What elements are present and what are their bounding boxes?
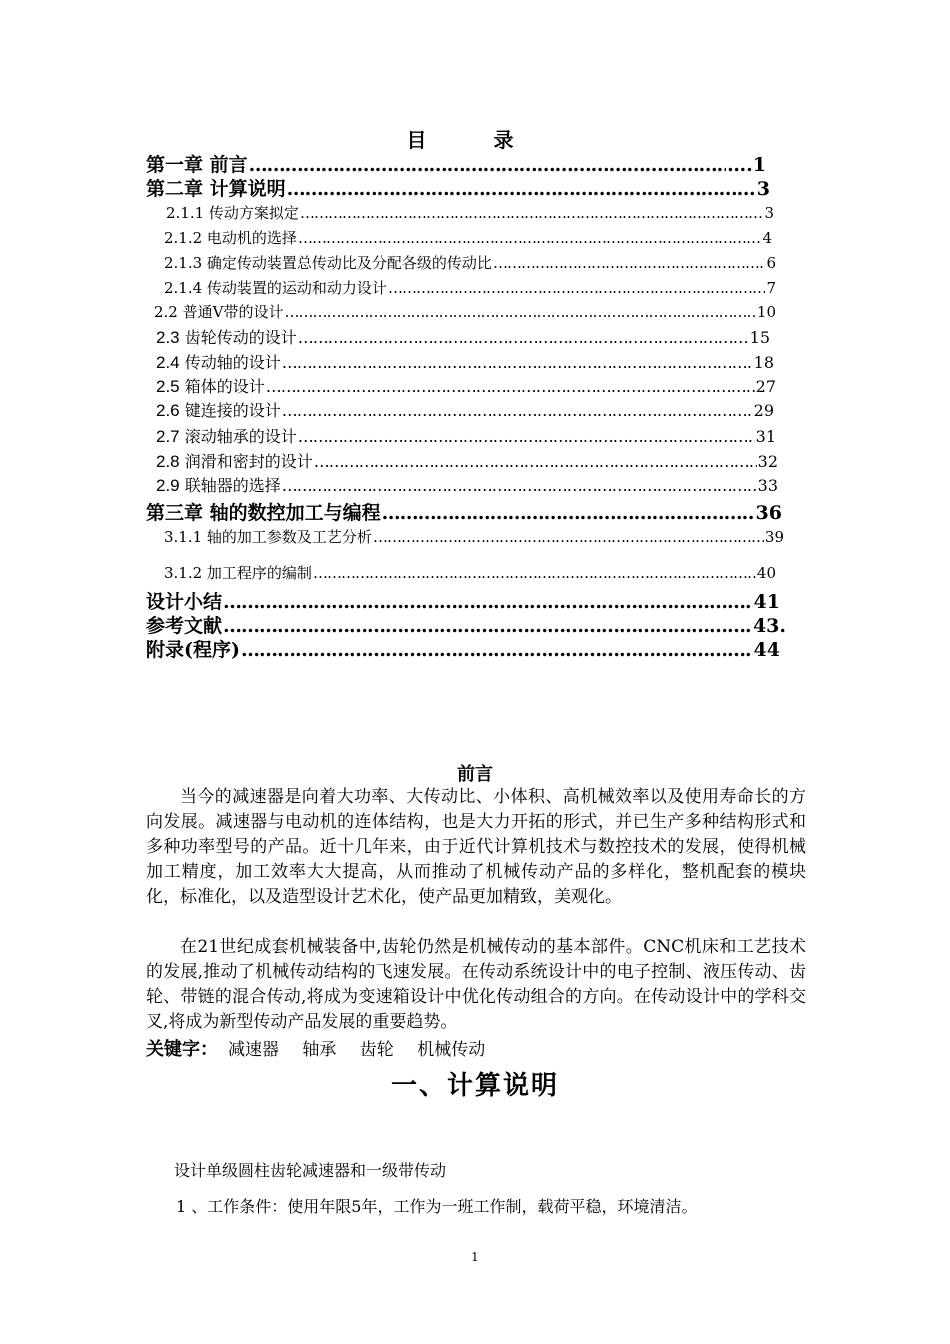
toc-leader-dots bbox=[298, 328, 749, 347]
toc-entry-label: 设计小结 bbox=[146, 591, 223, 613]
toc-entry[interactable] bbox=[156, 473, 778, 496]
toc-entry-label: 箱体的设计 bbox=[184, 377, 265, 396]
toc-leader-dots bbox=[382, 502, 755, 524]
toc-title: 目 录 bbox=[406, 128, 544, 152]
toc-entry-number: 2.3 bbox=[156, 328, 180, 347]
toc-entry[interactable] bbox=[146, 150, 766, 177]
toc-entry-page: 31 bbox=[755, 427, 776, 446]
toc-leader-dots bbox=[300, 204, 764, 222]
toc-entry-page: 3 bbox=[756, 178, 770, 200]
toc-entry-page: 18 bbox=[753, 353, 774, 372]
toc-entry-page: 39 bbox=[764, 528, 784, 546]
toc-entry[interactable] bbox=[164, 562, 776, 583]
toc-entry-page: 41 bbox=[753, 591, 780, 613]
toc-entry[interactable] bbox=[156, 424, 776, 447]
toc-entry-page: 27 bbox=[755, 377, 776, 396]
toc-entry-page: 32 bbox=[757, 452, 778, 471]
toc-leader-dots bbox=[373, 528, 764, 546]
toc-entry-label: 附录(程序) bbox=[146, 639, 240, 661]
keywords-label: 关键字： bbox=[146, 1039, 218, 1060]
preface-title: 前言 bbox=[457, 764, 493, 785]
toc-leader-dots bbox=[287, 178, 756, 200]
toc-leader-dots bbox=[282, 476, 757, 495]
toc-leader-dots bbox=[223, 591, 753, 613]
toc-entry-label: 3.1.1 轴的加工参数及工艺分析 bbox=[164, 528, 372, 546]
keywords-value: 减速器 轴承 齿轮 机械传动 bbox=[228, 1040, 486, 1060]
toc-entry-number: 2.4 bbox=[156, 353, 180, 372]
toc-entry-page: 7 bbox=[766, 279, 776, 297]
toc-entry-label: 第二章 计算说明 bbox=[146, 178, 286, 200]
toc-entry[interactable] bbox=[146, 635, 780, 662]
preface-paragraph: 当今的减速器是向着大功率、大传动比、小体积、高机械效率以及使用寿命长的方向发展。减速器与电动机的连体结构，也是大力开拓的形式，并已生产多种结构形式和多种功率型号的产品。近十几年来，由于近代计算机技术与数控技术的发展，使得机械加工精度，加工效率大大提高，从而推动了机械传动产品的多样化，整机配套的模块化，标准化，以及造型设计艺术化，使产品更加精致，美观化。 bbox=[146, 787, 806, 907]
toc-leader-dots bbox=[298, 229, 762, 247]
toc-entry-label: 2.1.2 电动机的选择 bbox=[164, 229, 297, 247]
toc-entry-label: 传动轴的设计 bbox=[184, 353, 281, 372]
toc-entry-label: 滚动轴承的设计 bbox=[184, 427, 297, 446]
toc-entry-page: 10 bbox=[756, 303, 776, 321]
toc-entry-number: 2.9 bbox=[156, 476, 180, 495]
toc-entry-label: 参考文献 bbox=[146, 615, 223, 637]
toc-entry-page: 29 bbox=[753, 401, 774, 420]
toc-leader-dots bbox=[241, 639, 753, 661]
toc-entry-label: 2.2 普通V带的设计 bbox=[154, 303, 284, 321]
toc-entry[interactable] bbox=[164, 252, 776, 273]
toc-entry-label: 2.1.3 确定传动装置总传动比及分配各级的传动比 bbox=[164, 254, 492, 272]
toc-leader-dots bbox=[493, 254, 766, 272]
toc-leader-dots bbox=[313, 564, 756, 582]
toc-entry-page: 15 bbox=[749, 328, 770, 347]
toc-entry-label: 3.1.2 加工程序的编制 bbox=[164, 564, 312, 582]
page-number: 1 bbox=[471, 1250, 479, 1264]
toc-entry-label: 键连接的设计 bbox=[184, 401, 281, 420]
toc-entry-page: 33 bbox=[757, 476, 778, 495]
toc-leader-dots bbox=[314, 452, 757, 471]
toc-entry[interactable] bbox=[164, 227, 772, 248]
toc-entry[interactable] bbox=[164, 526, 784, 547]
toc-leader-dots bbox=[282, 401, 753, 420]
toc-leader-dots bbox=[223, 615, 752, 637]
toc-entry-number: 2.6 bbox=[156, 401, 180, 420]
toc-entry[interactable] bbox=[156, 374, 776, 397]
toc-leader-dots bbox=[298, 427, 755, 446]
toc-entry-number: 2.7 bbox=[156, 427, 180, 446]
toc-entry-page: 4 bbox=[762, 229, 772, 247]
toc-entry-page: 36 bbox=[755, 502, 782, 524]
toc-entry-label: 齿轮传动的设计 bbox=[184, 328, 297, 347]
work-conditions-line: 1 、工作条件：使用年限5年，工作为一班工作制，载荷平稳，环境清洁。 bbox=[176, 1197, 698, 1216]
toc-entry[interactable] bbox=[164, 277, 776, 298]
toc-entry-label: 润滑和密封的设计 bbox=[184, 452, 313, 471]
toc-leader-dots bbox=[249, 154, 727, 176]
toc-entry[interactable] bbox=[146, 611, 786, 638]
keywords-line bbox=[146, 1035, 485, 1061]
toc-entry[interactable] bbox=[156, 449, 778, 472]
toc-entry-page: 40 bbox=[756, 564, 776, 582]
preface-paragraph: 在21世纪成套机械装备中,齿轮仍然是机械传动的基本部件。CNC机床和工艺技术的发展,推动了机械传动结构的飞速发展。在传动系统设计中的电子控制、液压传动、齿轮、带链的混合传动,将成为变速箱设计中优化传动组合的方向。在传动设计中的学科交叉,将成为新型传动产品发展的重要趋势。 bbox=[146, 937, 806, 1032]
toc-entry-label: 第一章 前言 bbox=[146, 154, 248, 176]
toc-entry-page: 44 bbox=[753, 639, 780, 661]
toc-entry[interactable] bbox=[146, 174, 770, 201]
toc-entry[interactable] bbox=[156, 350, 774, 373]
toc-entry[interactable] bbox=[146, 587, 780, 614]
toc-entry-label: 第三章 轴的数控加工与编程 bbox=[146, 502, 381, 524]
toc-leader-dots bbox=[266, 377, 755, 396]
toc-entry-page: 3 bbox=[764, 204, 774, 222]
toc-entry[interactable] bbox=[146, 498, 782, 525]
design-task-line: 设计单级圆柱齿轮减速器和一级带传动 bbox=[174, 1161, 447, 1180]
toc-entry[interactable] bbox=[156, 325, 770, 348]
chapter-heading: 一、计算说明 bbox=[390, 1071, 559, 1101]
toc-entry[interactable] bbox=[156, 398, 774, 421]
toc-entry-label: 2.1.1 传动方案拟定 bbox=[166, 204, 299, 222]
toc-entry-number: 2.8 bbox=[156, 452, 180, 471]
toc-entry-label: 联轴器的选择 bbox=[184, 476, 281, 495]
toc-leader-dots bbox=[282, 353, 753, 372]
toc-leader-dots bbox=[284, 303, 755, 321]
toc-entry-page: 43. bbox=[752, 615, 786, 637]
toc-leader-dots bbox=[388, 279, 766, 297]
toc-entry-page: 6 bbox=[766, 254, 776, 272]
toc-entry[interactable] bbox=[166, 202, 774, 223]
toc-entry-number: 2.5 bbox=[156, 377, 180, 396]
toc-entry-label: 2.1.4 传动装置的运动和动力设计 bbox=[164, 279, 387, 297]
toc-entry-page: ….1 bbox=[727, 154, 766, 176]
toc-entry[interactable] bbox=[154, 301, 776, 322]
